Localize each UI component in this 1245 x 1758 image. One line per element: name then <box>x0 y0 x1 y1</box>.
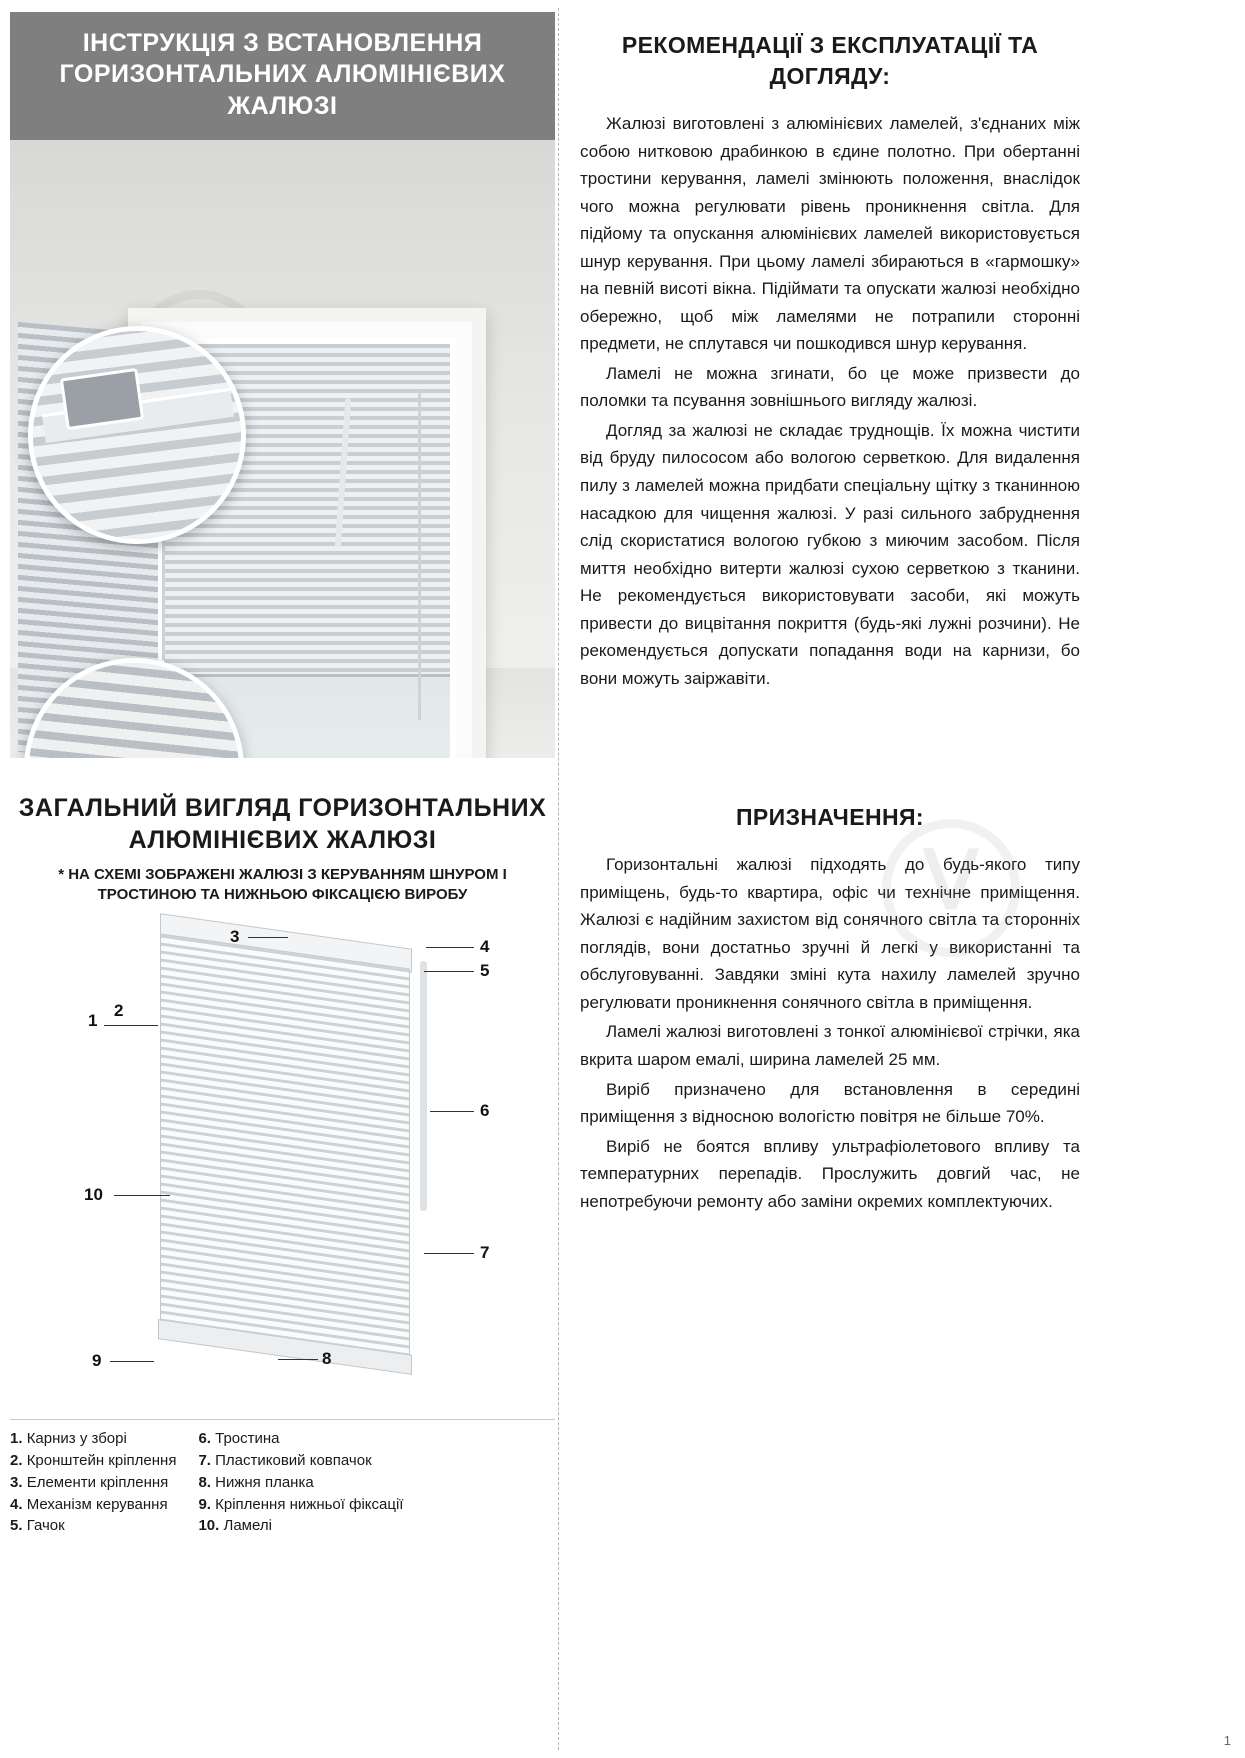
list-item <box>198 1428 403 1450</box>
callout-8: 8 <box>322 1349 332 1369</box>
installation-photo <box>10 140 555 758</box>
paragraph: Ламелі не можна згинати, бо це може призвести до поломки та псування зовнішнього вигляду жалюзі. <box>580 363 1080 411</box>
callout-2: 2 <box>114 1001 124 1021</box>
list-item <box>10 1428 176 1450</box>
control-cord-right <box>418 390 421 720</box>
detail-zoom-bottom <box>24 658 244 758</box>
list-item <box>198 1515 403 1537</box>
list-item <box>198 1472 403 1494</box>
callout-5: 5 <box>480 961 490 981</box>
legend-number: 3. <box>10 1473 23 1491</box>
right-column <box>580 30 1080 1217</box>
legend-text: Гачок <box>26 1517 65 1535</box>
legend-number: 4. <box>10 1495 23 1513</box>
sub-heading-note: * НА СХЕМІ ЗОБРАЖЕНІ ЖАЛЮЗІ З КЕРУВАННЯМ ШНУРОМ І ТРОСТИНОЮ ТА НИЖНЬОЮ ФІКСАЦІЄЮ ВИРОБУ <box>58 865 507 903</box>
legend-number: 2. <box>10 1452 23 1469</box>
left-column <box>10 12 555 1742</box>
paragraph: Виріб призначено для встановлення в середині приміщення з відносною вологістю повітря не більше 70%. <box>580 1079 1080 1127</box>
legend-text: Пластиковий ковпачок <box>215 1452 372 1469</box>
callout-4: 4 <box>480 937 490 957</box>
legend-text: Механізм керування <box>26 1495 168 1513</box>
legend-number: 5. <box>10 1517 23 1535</box>
legend-text: Карниз у зборі <box>26 1430 127 1448</box>
diagram-wand <box>420 961 427 1211</box>
callout-6: 6 <box>480 1101 490 1121</box>
page-number: 1 <box>1223 1733 1231 1748</box>
leader-9 <box>110 1361 154 1362</box>
legend-number: 10. <box>198 1517 220 1535</box>
diagram-heading-block <box>10 792 555 906</box>
legend-text: Кронштейн кріплення <box>26 1452 177 1469</box>
leader-3 <box>248 937 288 938</box>
column-divider <box>558 8 559 1750</box>
sub-heading: ЗАГАЛЬНИЙ ВИГЛЯД ГОРИЗОНТАЛЬНИХ АЛЮМІНІЄВИХ ЖАЛЮЗІ <box>18 793 547 855</box>
legend-number: 7. <box>198 1452 211 1469</box>
legend-number: 9. <box>198 1495 211 1513</box>
care-section-title: РЕКОМЕНДАЦІЇ З ЕКСПЛУАТАЦІЇ ТА ДОГЛЯДУ: <box>621 32 1039 90</box>
paragraph: Ламелі жалюзі виготовлені з тонкої алюмінієвої стрічки, яка вкрита шаром емалі, ширина ламелей 25 мм. <box>580 1022 1080 1070</box>
diagram-slats <box>160 934 410 1361</box>
paragraph: Догляд за жалюзі не складає труднощів. Їх можна чистити від бруду пилососом або вологою серветкою. Для видалення пилу з ламелей можна придбати спеціальну щітку з тканинною насадкою для чищення жалюзі. У разі сильного забруднення слід скористатися вологою губкою з миючим засобом. Після миття необхідно витерти жалюзі сухою серветкою з тканини. Не рекомендується використовувати засоби, які можуть привести до вицвітання покриття (будь-які лужні розчини). Не рекомендується допускати попадання води на карнизи, бо вони можуть заіржавіти. <box>580 420 1080 688</box>
callout-3: 3 <box>230 927 240 947</box>
legend-text: Кріплення нижньої фіксації <box>215 1495 404 1513</box>
purpose-section-title: ПРИЗНАЧЕННЯ: <box>736 804 924 831</box>
leader-4 <box>426 947 474 948</box>
detail-zoom-bracket <box>28 326 246 544</box>
paragraph: Виріб не боятся впливу ультрафіолетового впливу та температурних перепадів. Прослужить довгий час, не непотребуючи ремонту або заміни окремих комплектуючих. <box>580 1136 1080 1211</box>
leader-10 <box>114 1195 170 1196</box>
list-item <box>198 1450 403 1472</box>
legend-text: Тростина <box>215 1430 280 1448</box>
legend <box>10 1419 555 1537</box>
paragraph: Жалюзі виготовлені з алюмінієвих ламелей, з'єднаних між собою нитковою драбинкою в єдине полотно. При обертанні тростини керування, ламелі змінюють положення, внаслідок чого можна регулювати рівень проникнення світла. Для підйому та опускання алюмінієвих ламелей використовується шнур керування. При цьому ламелі збираються в «гармошку» на певній висоті вікна. Підіймати та опускати жалюзі необхідно обережно, щоб між ламелями не потрапили сторонні предмети, не сплутався чи пошкодився шнур керування. <box>580 114 1080 354</box>
legend-column-left <box>10 1428 176 1537</box>
list-item <box>10 1472 176 1494</box>
leader-6 <box>430 1111 474 1112</box>
callout-1: 1 <box>88 1011 98 1031</box>
list-item <box>198 1494 403 1516</box>
legend-column-right <box>198 1428 403 1537</box>
legend-number: 1. <box>10 1430 23 1448</box>
legend-text: Ламелі <box>223 1517 272 1535</box>
leader-8 <box>278 1359 318 1360</box>
list-item <box>10 1450 176 1472</box>
list-item <box>10 1494 176 1516</box>
callout-7: 7 <box>480 1243 490 1263</box>
list-item <box>10 1515 176 1537</box>
paragraph: Горизонтальні жалюзі підходять до будь-якого типу приміщень, будь-то квартира, офіс чи технічне приміщення. Жалюзі є надійним захистом від сонячного світла та сторонніх поглядів, вони достатньо зручні й легкі у використанні та обслуговуванні. Завдяки зміні кута нахилу ламелей зручно регулювати проникнення сонячного світла в приміщення. <box>580 855 1080 1012</box>
leader-7 <box>424 1253 474 1254</box>
callout-9: 9 <box>92 1351 102 1371</box>
leader-5 <box>424 971 474 972</box>
care-section-body <box>580 110 1080 692</box>
leader-1 <box>104 1025 158 1026</box>
callout-10: 10 <box>84 1185 103 1205</box>
blind-diagram <box>10 913 555 1413</box>
watermark-icon-2: ⴸ <box>882 819 1020 957</box>
main-heading: ІНСТРУКЦІЯ З ВСТАНОВЛЕННЯ ГОРИЗОНТАЛЬНИХ АЛЮМІНІЄВИХ ЖАЛЮЗІ <box>10 12 555 140</box>
legend-number: 8. <box>198 1473 211 1491</box>
legend-text: Нижня планка <box>215 1473 314 1491</box>
legend-number: 6. <box>198 1430 211 1448</box>
legend-text: Елементи кріплення <box>26 1473 169 1491</box>
